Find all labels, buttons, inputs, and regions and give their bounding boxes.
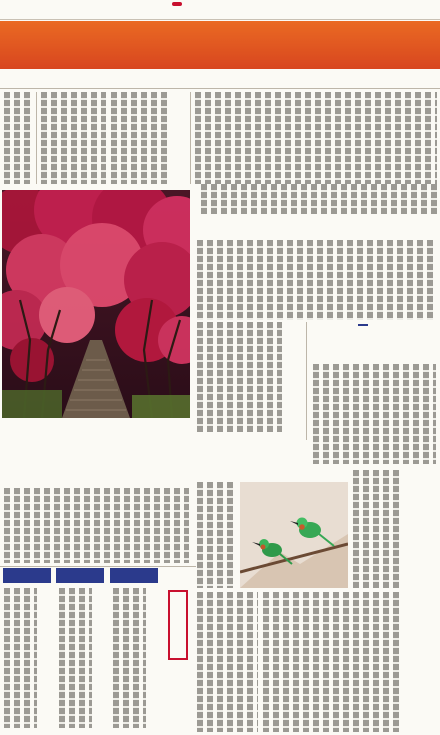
divider [190, 92, 191, 184]
medical-story-text [196, 322, 282, 432]
bee-eater-image [240, 482, 348, 588]
maple-photo [2, 190, 190, 418]
tag-national [110, 568, 158, 583]
maple-story-text [3, 488, 189, 563]
column-text [110, 92, 170, 184]
masthead [0, 0, 440, 20]
firefighter-story-text [196, 240, 437, 320]
bird-story-text [352, 470, 402, 588]
divider [36, 92, 37, 184]
labor-day-text [312, 364, 436, 464]
lead-story-text [194, 92, 437, 184]
divider [0, 566, 196, 567]
column-text [40, 92, 106, 184]
bottom-story-text [112, 588, 146, 728]
lead-subheadline [0, 70, 440, 88]
tag-taipei [56, 568, 104, 583]
news-radar-box [168, 590, 188, 660]
column-text [196, 592, 258, 732]
lead-story-text [200, 184, 437, 214]
maple-tree-image [2, 190, 190, 418]
bottom-story-text [58, 588, 92, 728]
maple-photo-caption [6, 421, 188, 451]
divider [306, 322, 307, 440]
bird-photo [240, 482, 348, 588]
divider [0, 88, 440, 89]
lead-headline-banner [0, 21, 440, 69]
bottom-story-text [3, 588, 37, 728]
paper-logo [172, 2, 182, 6]
bird-story-text [196, 482, 236, 588]
labor-day-badge [358, 324, 368, 326]
tag-penghu [3, 568, 51, 583]
column-text [3, 92, 33, 184]
unmanned-story-text [262, 592, 402, 732]
